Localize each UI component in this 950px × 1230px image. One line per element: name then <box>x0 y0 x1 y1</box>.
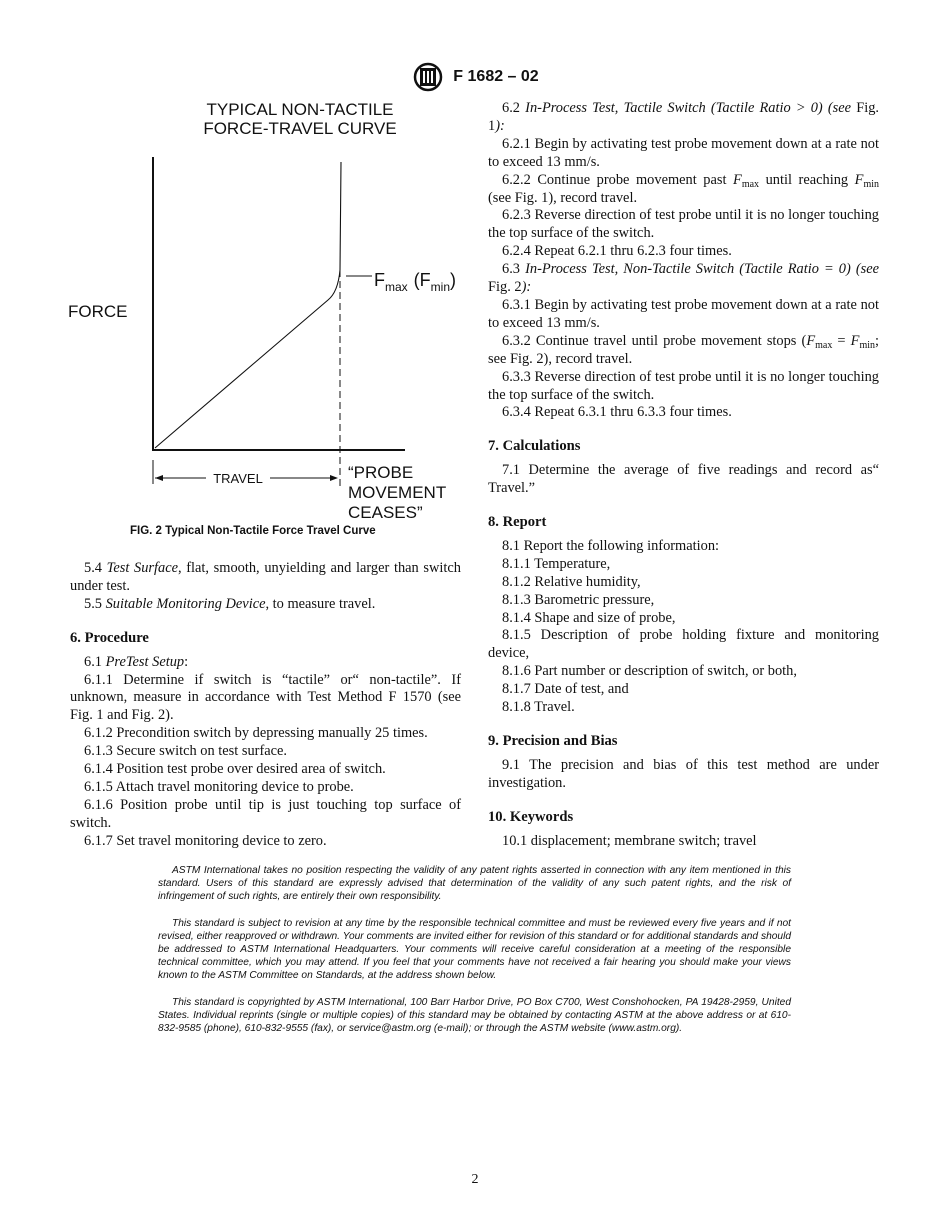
figure-title-line1: TYPICAL NON-TACTILE <box>206 100 394 119</box>
page-number: 2 <box>471 1172 479 1187</box>
copyright-notice: This standard is copyrighted by ASTM International, 100 Barr Harbor Drive, PO Box C700, West Conshohocken, PA 19428-2959, United States. Individual reprints (single or multiple copies) of this standard may be obtained by contacting ASTM at the above address or at 610-832-9585 (phone), 610-832-9555 (fax), or service@astm.org (e-mail); or through the ASTM website (www.astm.org). <box>158 997 791 1034</box>
para-6-3-1: 6.3.1 Begin by activating test probe movement down at a rate not to exceed 13 mm/s. <box>488 296 879 331</box>
para-5-5: 5.5 Suitable Monitoring Device, to measure travel. <box>84 595 376 612</box>
para-8-1-6: 8.1.6 Part number or description of switch, or both, <box>502 663 797 680</box>
section-8-heading: 8. Report <box>488 514 547 531</box>
section-7-heading: 7. Calculations <box>488 438 581 455</box>
para-8-1-4: 8.1.4 Shape and size of probe, <box>502 609 676 626</box>
para-6-3: 6.3 In-Process Test, Non-Tactile Switch (Tactile Ratio = 0) (see Fig. 2): <box>488 261 879 296</box>
para-6-2-2: 6.2.2 Continue probe movement past $F_{max}$ until reaching $F_{min}$ (see Fig. 1), record travel. <box>488 171 879 206</box>
para-6-1-2: 6.1.2 Precondition switch by depressing manually 25 times. <box>84 725 428 742</box>
para-8-1-8: 8.1.8 Travel. <box>502 699 575 716</box>
astm-logo-icon <box>411 62 445 92</box>
probe-label-line1: “PROBE <box>348 463 414 482</box>
para-6-1-4: 6.1.4 Position test probe over desired area of switch. <box>84 761 386 778</box>
para-8-1-1: 8.1.1 Temperature, <box>502 555 611 572</box>
para-8-1-7: 8.1.7 Date of test, and <box>502 681 629 698</box>
section-9-heading: 9. Precision and Bias <box>488 733 618 749</box>
travel-label: TRAVEL <box>213 471 263 486</box>
footnotes <box>158 864 791 1049</box>
para-8-1-3: 8.1.3 Barometric pressure, <box>502 591 655 608</box>
left-column <box>70 560 461 851</box>
figure-caption: FIG. 2 Typical Non-Tactile Force Travel Curve <box>130 525 376 537</box>
para-6-3-3: 6.3.3 Reverse direction of test probe until it is no longer touching the top surface of the switch. <box>488 368 879 403</box>
figure-2 <box>60 92 470 552</box>
para-8-1-2: 8.1.2 Relative humidity, <box>502 573 641 590</box>
para-6-2-4: 6.2.4 Repeat 6.2.1 thru 6.2.3 four times. <box>502 243 732 260</box>
section-10-heading: 10. Keywords <box>488 808 574 825</box>
para-6-1-1: 6.1.1 Determine if switch is “tactile” or“ non-tactile”. If unknown, measure in accordance with Test Method F 1570 (see Fig. 1 and Fig. 2). <box>70 671 461 724</box>
force-travel-curve <box>155 162 341 448</box>
para-6-2: 6.2 In-Process Test, Tactile Switch (Tactile Ratio > 0) (see Fig. 1): <box>488 100 879 134</box>
arrowhead-right-icon <box>330 475 338 481</box>
para-6-1-5: 6.1.5 Attach travel monitoring device to probe. <box>84 778 354 795</box>
para-9-1: 9.1 The precision and bias of this test method are under investigation. <box>488 756 879 791</box>
para-6-1-7: 6.1.7 Set travel monitoring device to zero. <box>84 832 327 849</box>
probe-label-line2: MOVEMENT <box>348 483 447 502</box>
force-travel-diagram <box>60 92 470 552</box>
para-6-1-3: 6.1.3 Secure switch on test surface. <box>84 743 288 760</box>
para-7-1: 7.1 Determine the average of five readings and record as“ Travel.” <box>488 462 879 497</box>
section-6-heading: 6. Procedure <box>70 629 149 646</box>
para-6-3-2: 6.3.2 Continue travel until probe movement stops ($F_{max} = F_{min}$; see Fig. 2), record travel. <box>488 332 880 367</box>
probe-label-line3: CEASES” <box>348 503 423 522</box>
para-6-1: 6.1 PreTest Setup: <box>84 653 189 670</box>
para-10-1: 10.1 displacement; membrane switch; travel <box>502 832 757 849</box>
para-6-3-4: 6.3.4 Repeat 6.3.1 thru 6.3.3 four times. <box>502 404 732 421</box>
figure-title-line2: FORCE-TRAVEL CURVE <box>203 119 397 138</box>
arrowhead-left-icon <box>155 475 163 481</box>
para-6-1-6: 6.1.6 Position probe until tip is just touching top surface of switch. <box>70 796 461 831</box>
para-8-1: 8.1 Report the following information: <box>502 537 720 554</box>
standard-designation: F 1682 – 02 <box>453 68 539 85</box>
para-6-2-3: 6.2.3 Reverse direction of test probe until it is no longer touching the top surface of the switch. <box>488 207 879 242</box>
para-8-1-5: 8.1.5 Description of probe holding fixture and monitoring device, <box>488 627 879 662</box>
force-label: FORCE <box>68 302 128 321</box>
right-column <box>488 100 879 851</box>
fmax-label: $F_{max}$ $(F_{min})$ <box>374 270 457 294</box>
page-header <box>0 62 950 92</box>
patent-notice: ASTM International takes no position respecting the validity of any patent rights asserted in connection with any item mentioned in this standard. Users of this standard are expressly advised that determination of the validity of any such patent rights, and the risk of infringement of such rights, are entirely their own responsibility. <box>158 865 791 902</box>
para-6-2-1: 6.2.1 Begin by activating test probe movement down at a rate not to exceed 13 mm/s. <box>488 135 879 170</box>
revision-notice: This standard is subject to revision at any time by the responsible technical committee and must be reviewed every five years and if not revised, either reapproved or withdrawn. Your comments are invited either for revision of this standard or for additional standards and should be addressed to ASTM International Headquarters. Your comments will receive careful consideration at a meeting of the responsible technical committee, which you may attend. If you feel that your comments have not received a fair hearing you should make your views known to the ASTM Committee on Standards, at the address shown below. <box>158 918 791 981</box>
para-5-4: 5.4 Test Surface, flat, smooth, unyielding and larger than switch under test. <box>70 560 461 594</box>
